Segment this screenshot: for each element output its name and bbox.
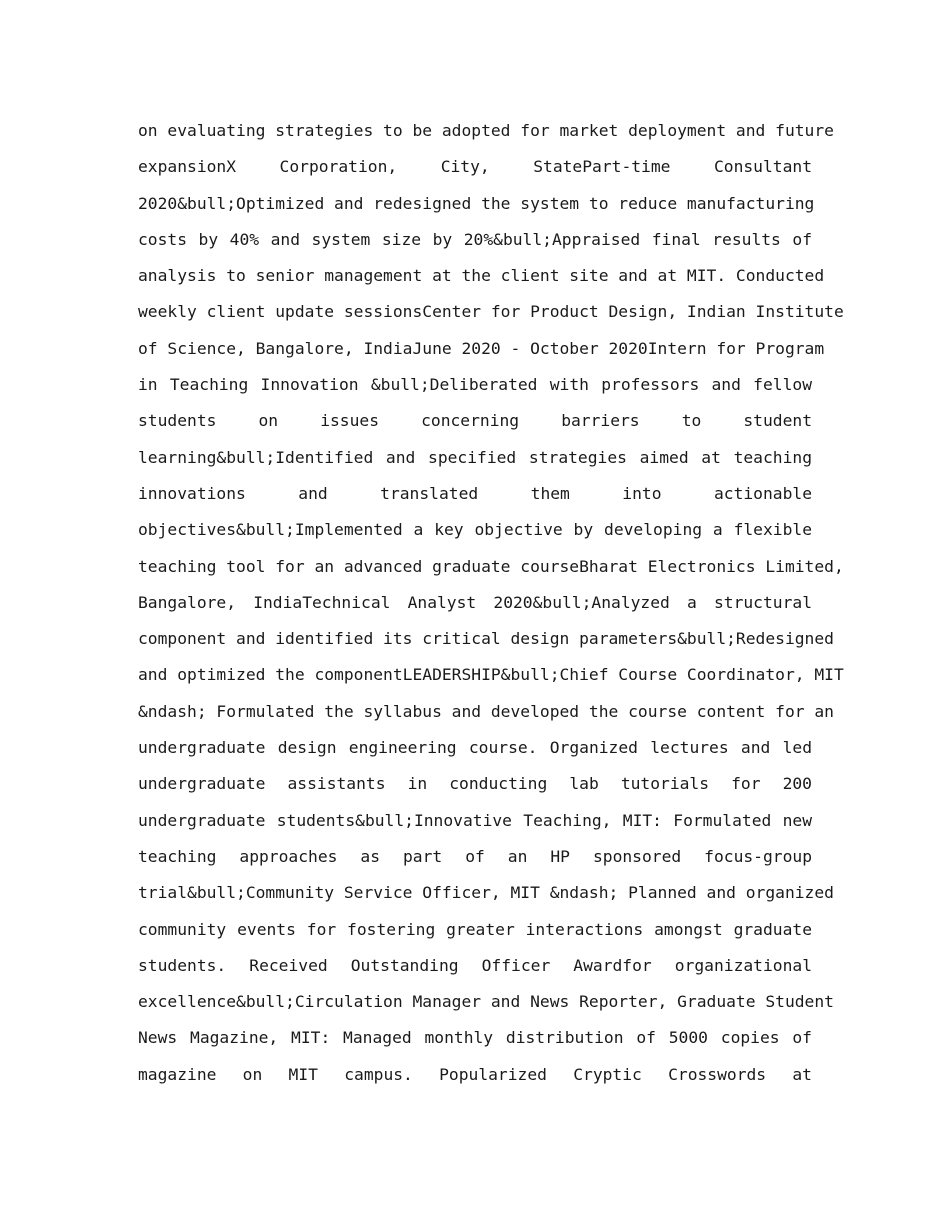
text-line: analysis to senior management at the client site and at MIT. Conducted xyxy=(138,266,825,286)
text-line: &ndash; Formulated the syllabus and developed the course content for an xyxy=(138,701,834,721)
text-line: and optimized the componentLEADERSHIP&bull;Chief Course Coordinator, MIT xyxy=(138,665,844,685)
text-line: trial&bull;Community Service Officer, MIT &ndash; Planned and organized xyxy=(138,883,834,903)
text-line: undergraduate design engineering course. Organized lectures and led xyxy=(138,738,812,758)
text-line: weekly client update sessionsCenter for Product Design, Indian Institute xyxy=(138,302,844,322)
text-line: component and identified its critical design parameters&bull;Redesigned xyxy=(138,629,834,649)
text-line: undergraduate assistants in conducting lab tutorials for 200 xyxy=(138,774,812,794)
text-line: excellence&bull;Circulation Manager and News Reporter, Graduate Student xyxy=(138,992,834,1012)
text-line: Bangalore, IndiaTechnical Analyst 2020&bull;Analyzed a structural xyxy=(138,592,812,612)
text-line: magazine on MIT campus. Popularized Cryptic Crosswords at xyxy=(138,1064,812,1084)
text-line: community events for fostering greater interactions amongst graduate xyxy=(138,919,812,939)
text-line: on evaluating strategies to be adopted for market deployment and future xyxy=(138,121,834,140)
text-line: 2020&bull;Optimized and redesigned the system to reduce manufacturing xyxy=(138,193,815,213)
text-line: of Science, Bangalore, IndiaJune 2020 - October 2020Intern for Program xyxy=(138,338,825,358)
text-line: expansionX Corporation, City, StatePart-time Consultant xyxy=(138,157,812,177)
text-line: students. Received Outstanding Officer Awardfor organizational xyxy=(138,955,812,975)
text-line: innovations and translated them into actionable xyxy=(138,483,812,503)
text-line: objectives&bull;Implemented a key objective by developing a flexible xyxy=(138,520,812,540)
text-line: undergraduate students&bull;Innovative Teaching, MIT: Formulated new xyxy=(138,810,812,830)
text-line: in Teaching Innovation &bull;Deliberated with professors and fellow xyxy=(138,375,812,395)
text-line: costs by 40% and system size by 20%&bull;Appraised final results of xyxy=(138,229,812,249)
text-line: students on issues concerning barriers to student xyxy=(138,411,812,431)
text-line: teaching tool for an advanced graduate courseBharat Electronics Limited, xyxy=(138,556,844,576)
text-line: learning&bull;Identified and specified strategies aimed at teaching xyxy=(138,447,812,467)
text-line: teaching approaches as part of an HP sponsored focus-group xyxy=(138,846,812,866)
resume-body-text xyxy=(138,113,844,1093)
text-line: News Magazine, MIT: Managed monthly distribution of 5000 copies of xyxy=(138,1028,812,1048)
